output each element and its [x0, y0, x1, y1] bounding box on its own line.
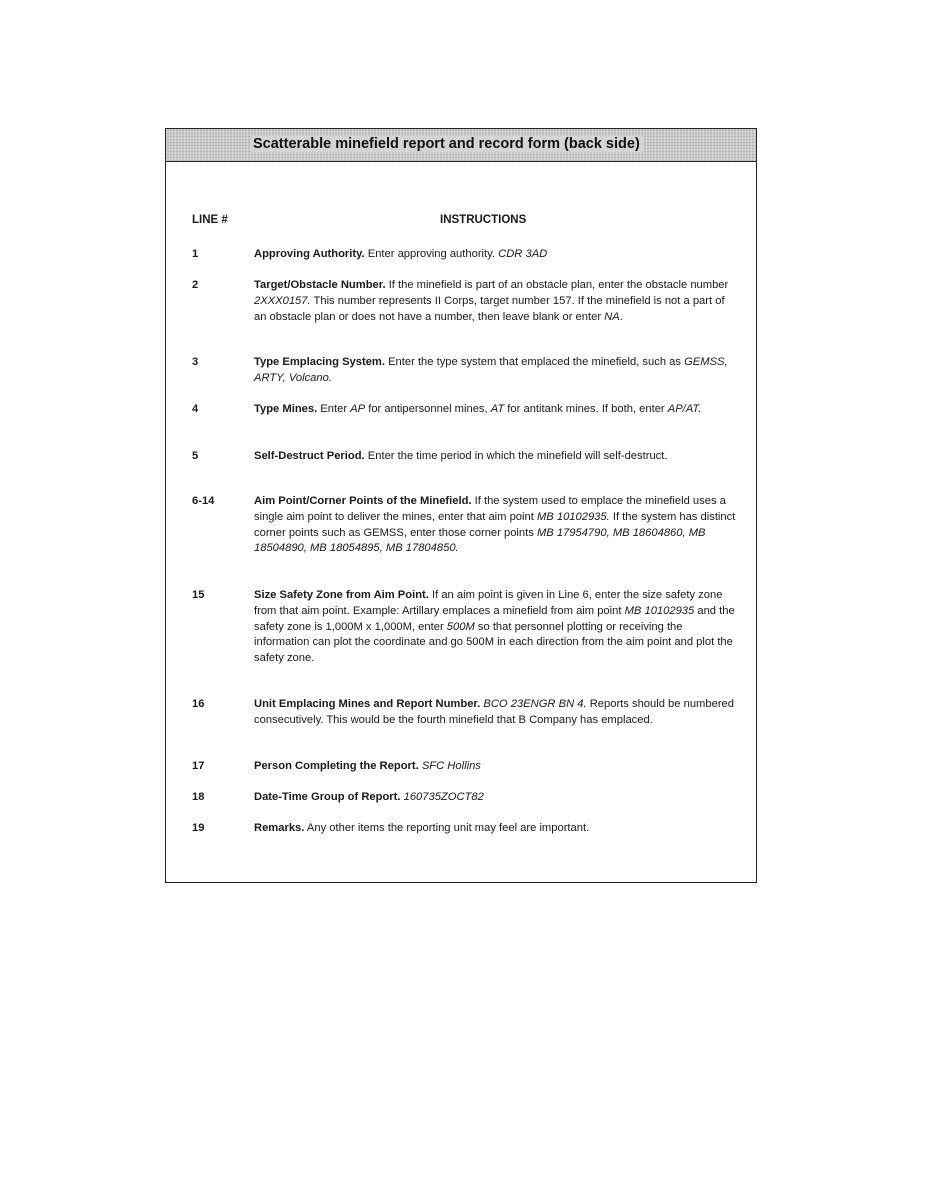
example-value: 2XXX0157. [254, 294, 311, 307]
instruction-heading: Remarks. [254, 822, 305, 834]
instruction-entry [192, 402, 740, 418]
instruction-text: Type Emplacing System. Enter the type system that emplaced the minefield, such as GEMSS, ARTY, Volcano. [254, 356, 728, 384]
instruction-heading: Unit Emplacing Mines and Report Number. [254, 698, 481, 710]
line-number: 1 [192, 248, 199, 260]
instruction-entry [192, 247, 740, 263]
line-number-header: LINE # [192, 214, 228, 226]
instruction-entry [192, 355, 740, 387]
example-value: AT [490, 403, 505, 415]
example-value: AP [350, 403, 366, 415]
form-title: Scatterable minefield report and record form (back side) [250, 136, 643, 152]
instruction-heading: Approving Authority. [254, 248, 365, 260]
instruction-text: Target/Obstacle Number. If the minefield is part of an obstacle plan, enter the obstacle number 2XXX0157. This number represents II Corps, target number 157. If the minefield is not a part of an obstacle plan or does not have a number, then leave blank or enter NA. [254, 279, 729, 323]
example-value: BCO 23ENGR BN 4. [483, 698, 587, 710]
example-value: NA [604, 310, 620, 323]
example-value: SFC Hollins [421, 760, 481, 772]
line-number: 3 [192, 356, 199, 368]
line-number: 2 [192, 279, 199, 291]
instruction-heading: Type Mines. [254, 403, 318, 415]
example-value: MB 10102935. [536, 510, 610, 523]
line-number: 17 [192, 760, 205, 772]
line-number: 4 [192, 403, 199, 415]
instruction-entry [192, 821, 740, 837]
instruction-text: Approving Authority. Enter approving authority. CDR 3AD [254, 248, 548, 260]
minefield-form [165, 128, 757, 883]
example-value: 500M [446, 620, 475, 633]
instruction-heading: Aim Point/Corner Points of the Minefield. [254, 495, 472, 507]
instruction-text [254, 790, 736, 806]
form-title-bar [166, 129, 756, 162]
instruction-entry [192, 790, 740, 806]
line-number: 5 [192, 450, 199, 462]
instruction-text [254, 759, 736, 775]
instruction-heading: Date-Time Group of Report. [254, 791, 401, 803]
instruction-heading: Size Safety Zone from Aim Point. [254, 589, 429, 601]
instructions-header: INSTRUCTIONS [440, 214, 527, 226]
instruction-entry [192, 494, 740, 557]
instruction-heading: Self-Destruct Period. [254, 450, 365, 462]
example-value: CDR 3AD [498, 248, 548, 260]
example-value: AP/AT. [667, 403, 702, 415]
instruction-text: Type Mines. Enter AP for antipersonnel mines, AT for antitank mines. If both, enter AP/AT. [254, 403, 702, 415]
column-header-row [192, 214, 736, 232]
instruction-entry [192, 449, 740, 465]
line-number: 15 [192, 589, 205, 601]
instruction-entry [192, 278, 740, 325]
example-value: MB 10102935 [624, 604, 695, 617]
instruction-text: Unit Emplacing Mines and Report Number. BCO 23ENGR BN 4. Reports should be numbered consecutively. This would be the fourth minefield that B Company has emplaced. [254, 698, 734, 726]
instruction-text: Self-Destruct Period. Enter the time period in which the minefield will self-destruct. [254, 450, 668, 462]
example-value: MB 17954790, MB 18604860, MB 18504890, MB 18054895, MB 17804850. [254, 526, 706, 555]
example-value: GEMSS, ARTY, Volcano. [254, 356, 728, 384]
instruction-text: Size Safety Zone from Aim Point. If an aim point is given in Line 6, enter the size safety zone from that aim point. Example: Artillary emplaces a minefield from aim point MB 10102935 and the safety zone is 1,000M x 1,000M, enter 500M so that personnel plotting or receiving the information can plot the coordinate and go 500M in each direction from the aim point and plot the safety zone. [254, 589, 735, 665]
instruction-heading: Person Completing the Report. [254, 760, 419, 772]
instruction-heading: Type Emplacing System. [254, 356, 385, 368]
line-number: 16 [192, 698, 205, 710]
line-number: 6-14 [192, 495, 215, 507]
instruction-text: Remarks. Any other items the reporting unit may feel are important. [254, 822, 590, 834]
instruction-heading: Target/Obstacle Number. [254, 279, 386, 291]
line-number: 18 [192, 791, 205, 803]
line-number: 19 [192, 822, 205, 834]
instruction-text: Aim Point/Corner Points of the Minefield. If the system used to emplace the minefield uses a single aim point to deliver the mines, enter that aim point MB 10102935. If the system has distinct corner points such as GEMSS, enter those corner points MB 17954790, MB 18604860, MB 18504890, MB 18054895, MB 17804850. [254, 495, 736, 555]
instruction-entry [192, 759, 740, 775]
instruction-entry [192, 588, 740, 667]
example-value: 160735ZOCT82 [403, 791, 484, 803]
instruction-entry [192, 697, 740, 729]
